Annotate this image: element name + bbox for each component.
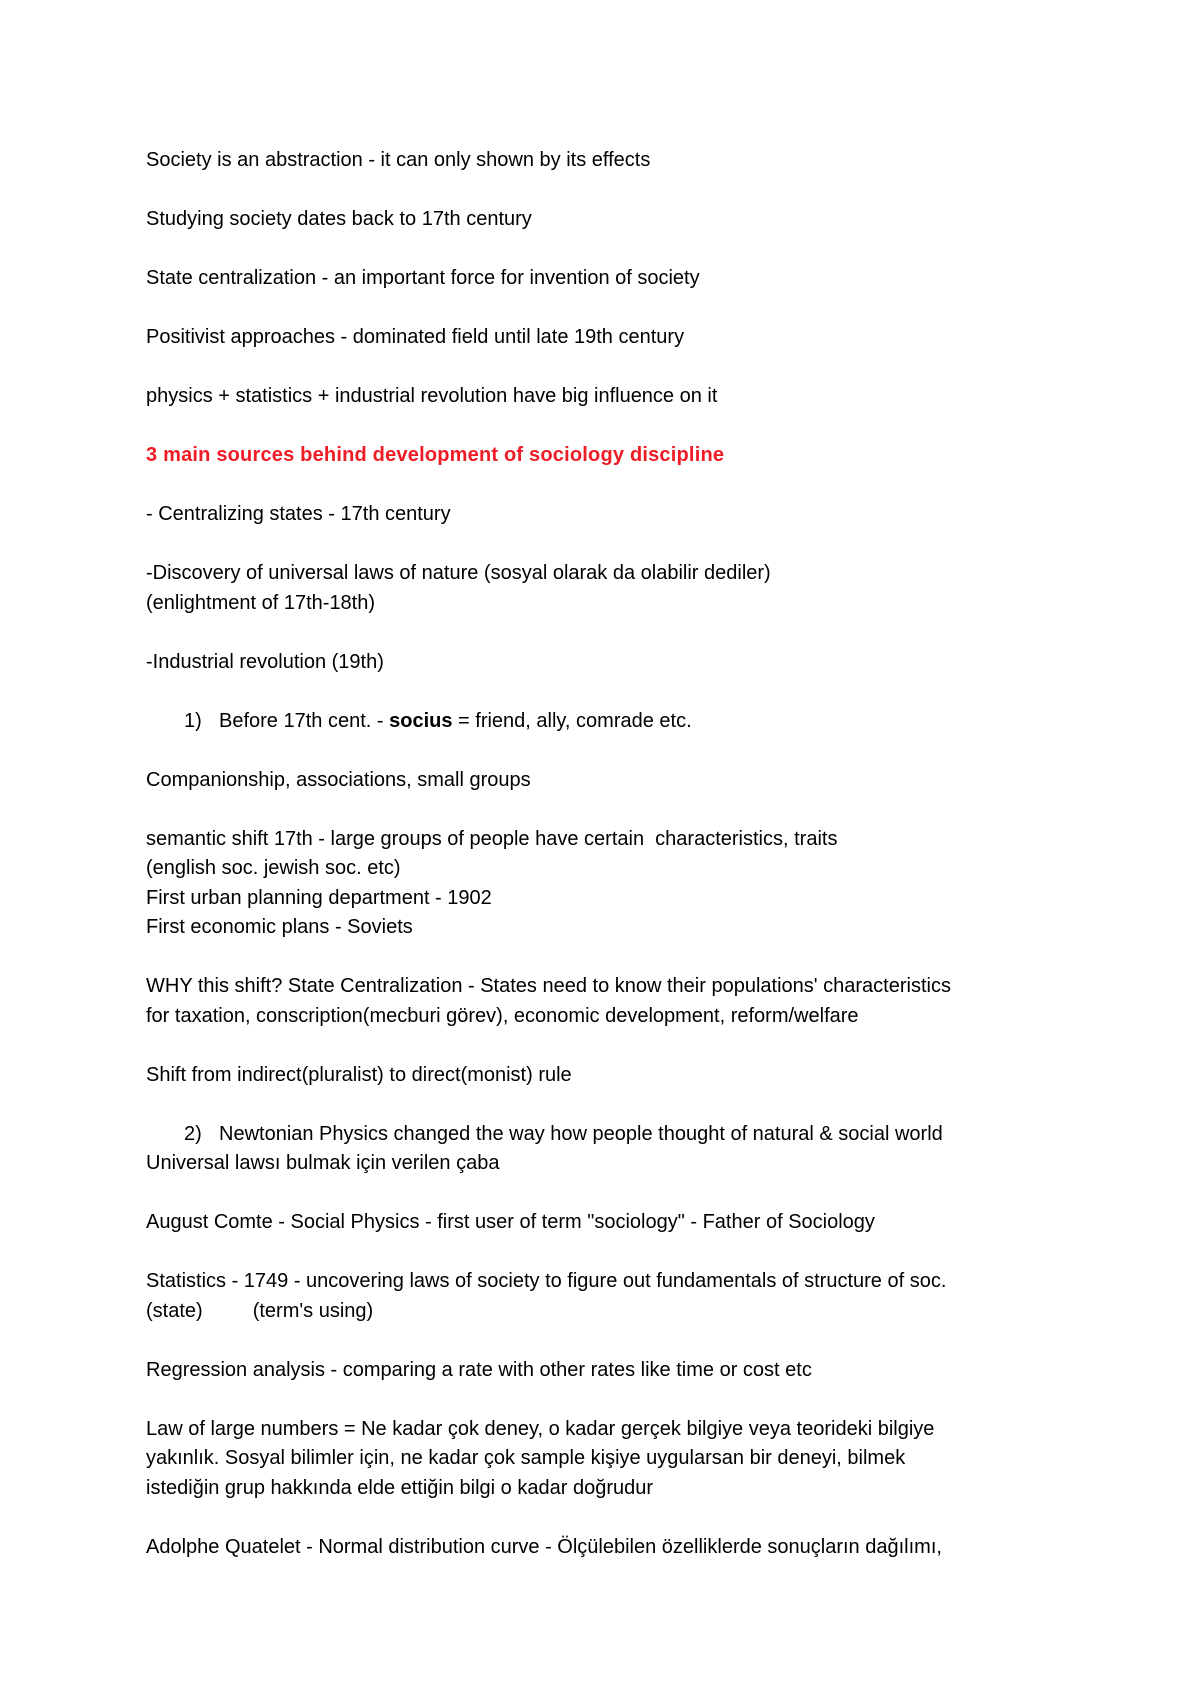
section-heading [146, 441, 1076, 471]
text-line: First urban planning department - 1902 [146, 886, 492, 909]
paragraph [146, 1120, 1076, 1179]
text-line: - Centralizing states - 17th century [146, 503, 451, 525]
paragraph [146, 559, 1076, 618]
text-line: Regression analysis - comparing a rate with other rates like time or cost etc [146, 1358, 812, 1381]
text-line: Adolphe Quatelet - Normal distribution curve - Ölçülebilen özelliklerde sonuçların dağılımı, [146, 1535, 942, 1558]
paragraph [146, 323, 1076, 353]
paragraph [146, 1415, 1076, 1504]
text-line: First economic plans - Soviets [146, 916, 413, 938]
text-line: (state) (term's using) [146, 1299, 374, 1322]
item-number: 1) [184, 709, 202, 732]
text-line: semantic shift 17th - large groups of people have certain characteristics, traits [146, 827, 838, 850]
text-line: Companionship, associations, small groups [146, 768, 531, 791]
text-line: istediğin grup hakkında elde ettiğin bilgi o kadar doğrudur [146, 1476, 654, 1499]
paragraph [146, 382, 1076, 412]
text-line: (english soc. jewish soc. etc) [146, 857, 401, 879]
item-text: = friend, ally, comrade etc. [452, 709, 692, 732]
text-line: -Industrial revolution (19th) [146, 650, 384, 673]
text-line: for taxation, conscription(mecburi görev), economic development, reform/welfare [146, 1004, 859, 1027]
text-line: (enlightment of 17th-18th) [146, 591, 376, 614]
text-line: WHY this shift? State Centralization - States need to know their populations' characteristics [146, 975, 951, 997]
text-line: Law of large numbers = Ne kadar çok deney, o kadar gerçek bilgiye veya teorideki bilgiye [146, 1417, 935, 1440]
heading-text: 3 main sources behind development of sociology discipline [146, 444, 725, 466]
paragraph [146, 648, 1076, 678]
text-line: Shift from indirect(pluralist) to direct(monist) rule [146, 1063, 572, 1086]
paragraph [146, 766, 1076, 796]
item-text: Newtonian Physics changed the way how people thought of natural & social world [219, 1122, 943, 1145]
paragraph [146, 264, 1076, 294]
paragraph [146, 146, 1076, 176]
text-line: -Discovery of universal laws of nature (sosyal olarak da olabilir dediler) [146, 562, 771, 584]
text-line: Universal lawsı bulmak için verilen çaba [146, 1152, 500, 1174]
numbered-item [146, 707, 1076, 737]
paragraph [146, 1061, 1076, 1091]
notes-body [146, 146, 1076, 1592]
text-line: Studying society dates back to 17th century [146, 208, 532, 230]
paragraph [146, 825, 1076, 943]
text-line: yakınlık. Sosyal bilimler için, ne kadar çok sample kişiye uygularsan bir deneyi, bilmek [146, 1447, 906, 1469]
paragraph [146, 972, 1076, 1031]
paragraph [146, 1533, 1076, 1563]
item-bold-term: socius [389, 709, 453, 732]
text-line: Positivist approaches - dominated field until late 19th century [146, 326, 685, 348]
item-text: Before 17th cent. - [219, 709, 390, 732]
text-line: Society is an abstraction - it can only shown by its effects [146, 149, 651, 171]
item-number: 2) [184, 1122, 202, 1145]
paragraph [146, 500, 1076, 530]
text-line: physics + statistics + industrial revolution have big influence on it [146, 385, 718, 407]
paragraph [146, 1208, 1076, 1238]
paragraph [146, 205, 1076, 235]
text-line: August Comte - Social Physics - first user of term "sociology" - Father of Sociology [146, 1211, 875, 1233]
paragraph [146, 1267, 1076, 1326]
paragraph [146, 1356, 1076, 1386]
text-line: Statistics - 1749 - uncovering laws of society to figure out fundamentals of structure of soc. [146, 1270, 947, 1292]
text-line: State centralization - an important force for invention of society [146, 267, 700, 289]
